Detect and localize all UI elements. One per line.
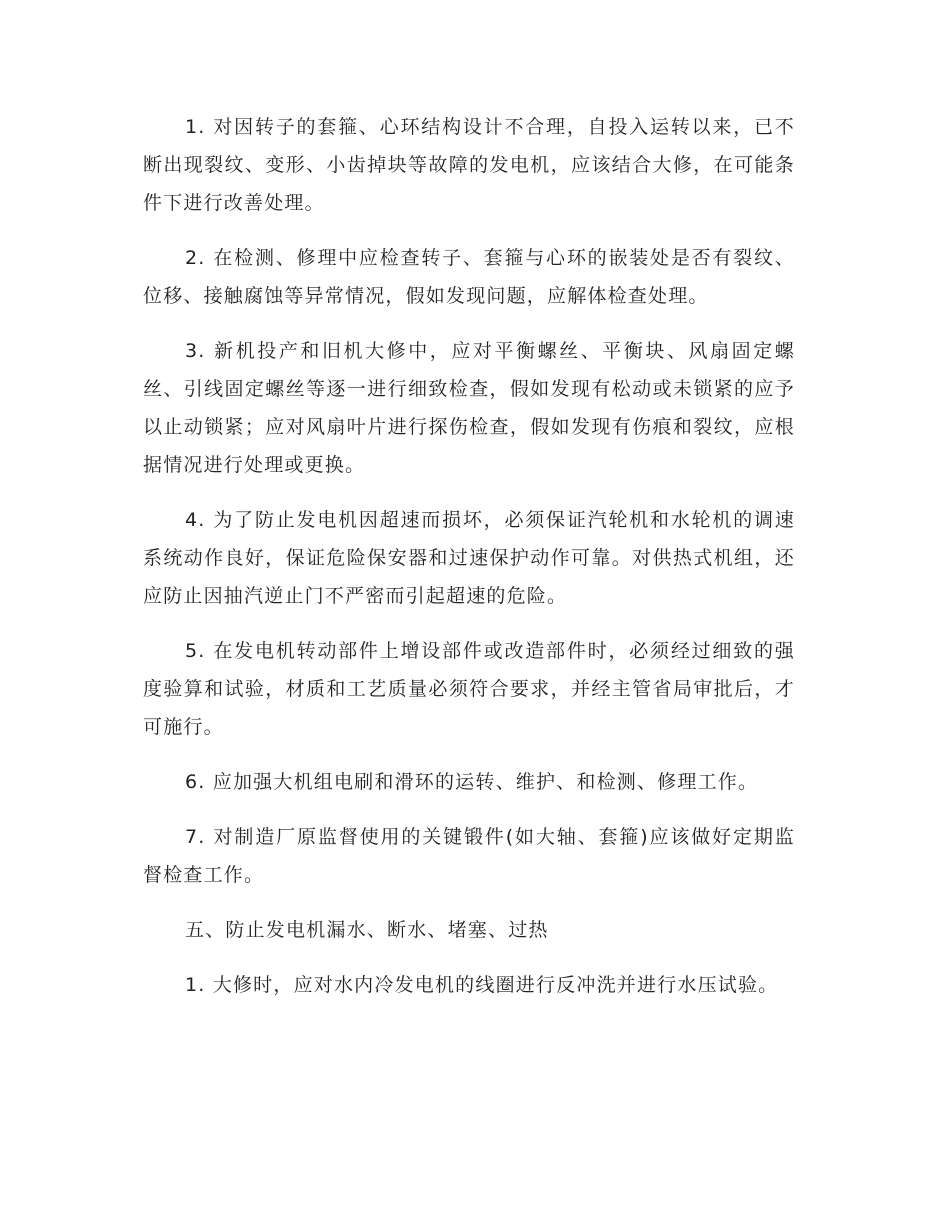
paragraph-5: 5. 在发电机转动部件上增设部件或改造部件时，必须经过细致的强度验算和试验，材质和工艺质量必须符合要求，并经主管省局审批后，才可施行。 <box>143 640 795 738</box>
document-body <box>143 108 795 1021</box>
paragraph-7: 7. 对制造厂原监督使用的关键锻件(如大轴、套箍)应该做好定期监督检查工作。 <box>143 826 795 886</box>
paragraph-3: 3. 新机投产和旧机大修中，应对平衡螺丝、平衡块、风扇固定螺丝、引线固定螺丝等逐一进行细致检查，假如发现有松动或未锁紧的应予以止动锁紧；应对风扇叶片进行探伤检查，假如发现有伤痕和裂纹，应根据情况进行处理或更换。 <box>143 340 795 476</box>
paragraph-6: 6. 应加强大机组电刷和滑环的运转、维护、和检测、修理工作。 <box>185 771 759 793</box>
paragraph-1: 1. 对因转子的套箍、心环结构设计不合理，自投入运转以来，已不断出现裂纹、变形、小齿掉块等故障的发电机，应该结合大修，在可能条件下进行改善处理。 <box>143 116 795 214</box>
section-paragraph-1: 1. 大修时，应对水内冷发电机的线圈进行反冲洗并进行水压试验。 <box>185 974 779 996</box>
paragraph-4: 4. 为了防止发电机因超速而损坏，必须保证汽轮机和水轮机的调速系统动作良好，保证危险保安器和过速保护动作可靠。对供热式机组，还应防止因抽汽逆止门不严密而引起超速的危险。 <box>143 509 795 607</box>
paragraph-2: 2. 在检测、修理中应检查转子、套箍与心环的嵌装处是否有裂纹、位移、接触腐蚀等异常情况，假如发现问题，应解体检查处理。 <box>143 247 795 307</box>
section-heading: 五、防止发电机漏水、断水、堵塞、过热 <box>185 919 549 941</box>
